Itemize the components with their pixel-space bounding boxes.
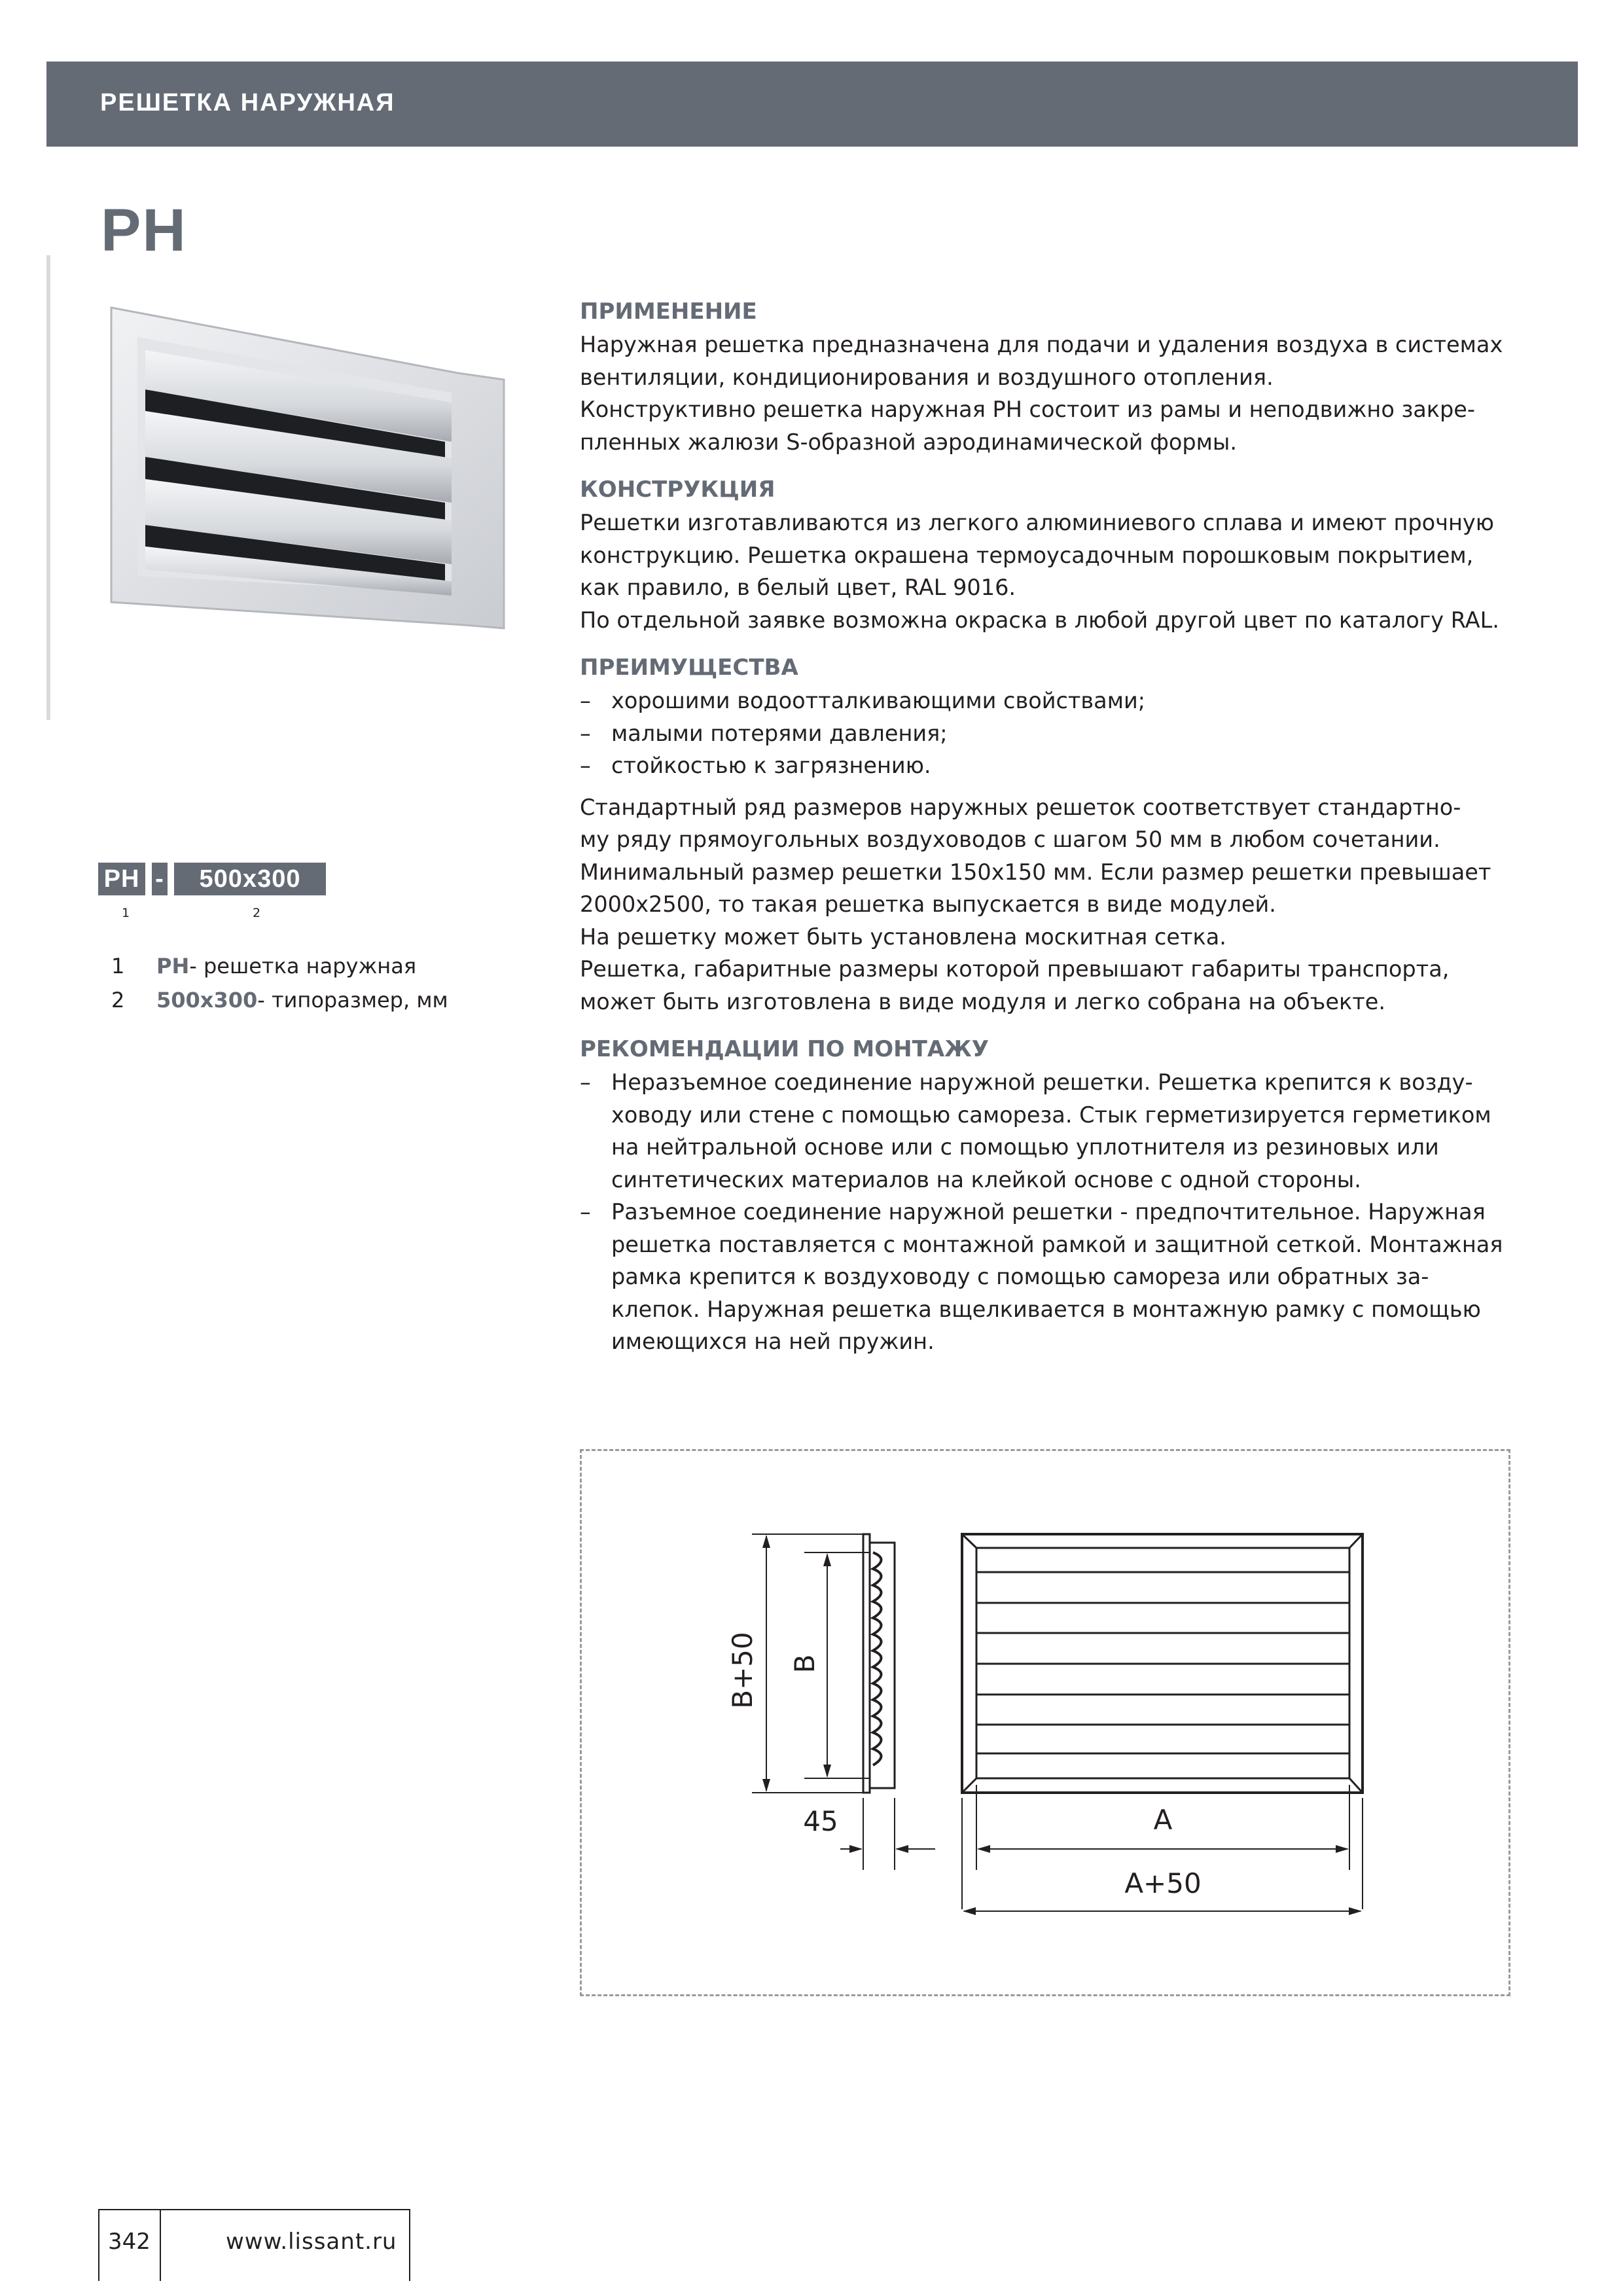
section-title-advantages: ПРЕИМУЩЕСТВА xyxy=(580,655,798,681)
designation-num-2: 2 xyxy=(253,906,261,920)
dim-label-b: B xyxy=(789,1654,821,1674)
legend-item xyxy=(111,983,448,1017)
section-title-mounting: РЕКОМЕНДАЦИИ ПО МОНТАЖУ xyxy=(580,1036,989,1062)
site-link[interactable]: www.lissant.ru xyxy=(226,2229,397,2255)
text-line: му ряду прямоугольных воздуховодов с шагом 50 мм в любом сочетании. xyxy=(580,827,1440,852)
text-line: конструкцию. Решетка окрашена термоусадочным порошковым покрытием, xyxy=(580,542,1474,568)
text-line: вентиляции, кондиционирования и воздушного отопления. xyxy=(580,364,1274,390)
footer-divider xyxy=(160,2209,161,2281)
list-item: – хорошими водоотталкивающими свойствами; xyxy=(580,688,1146,713)
designation-part-type: РН xyxy=(98,863,145,895)
header-title: РЕШЕТКА НАРУЖНАЯ xyxy=(100,89,395,117)
legend-key: 500x300 xyxy=(156,988,258,1013)
main-text xyxy=(580,295,1529,1358)
text-line: Минимальный размер решетки 150x150 мм. Если размер решетки превышает xyxy=(580,859,1491,885)
list-item: – стойкостью к загрязнению. xyxy=(580,753,931,778)
text-line: пленных жалюзи S-образной аэродинамической формы. xyxy=(580,429,1237,455)
text-line: как правило, в белый цвет, RAL 9016. xyxy=(580,575,1016,600)
dimension-drawing xyxy=(580,1449,1510,1996)
section-title-construction: КОНСТРУКЦИЯ xyxy=(580,476,776,503)
legend-num: 1 xyxy=(111,954,125,978)
text-line: Стандартный ряд размеров наружных решеток соответствует стандартно- xyxy=(580,794,1461,820)
legend-key: РН xyxy=(156,954,190,978)
designation-part-size: 500x300 xyxy=(174,863,326,895)
section-title-application: ПРИМЕНЕНИЕ xyxy=(580,298,757,325)
text-line: Конструктивно решетка наружная РН состоит из рамы и неподвижно закре- xyxy=(580,397,1476,422)
list-item: – Разъемное соединение наружной решетки - предпочтительное. Наружная решетка поставляется с монтажной рамкой и защитной сеткой. Монтажная рамка крепится к воздуховоду с помощью самореза или обратных за- клепок. Наружная решетка вщелкивается в монтажную рамку с помощью имеющихся на ней пружин. xyxy=(580,1199,1503,1354)
product-code: РН xyxy=(101,197,187,264)
text-line: может быть изготовлена в виде модуля и легко собрана на объекте. xyxy=(580,988,1385,1014)
footer-divider xyxy=(409,2209,410,2281)
dim-label-45: 45 xyxy=(803,1805,838,1837)
text-line: На решетку может быть установлена москитная сетка. xyxy=(580,924,1226,950)
designation-separator: - xyxy=(152,863,168,895)
legend-num: 2 xyxy=(111,988,125,1013)
grille-photo xyxy=(98,295,524,674)
dim-label-a: A xyxy=(1153,1804,1173,1836)
text-line: 2000x2500, то такая решетка выпускается в виде модулей. xyxy=(580,891,1276,917)
side-divider xyxy=(46,255,50,720)
text-line: Решетки изготавливаются из легкого алюминиевого сплава и имеют прочную xyxy=(580,510,1494,535)
list-item: – малыми потерями давления; xyxy=(580,720,948,746)
dim-label-a50: A+50 xyxy=(1124,1867,1202,1899)
legend-item xyxy=(111,949,448,983)
designation-code xyxy=(98,863,326,895)
legend-text: - типоразмер, мм xyxy=(257,988,448,1013)
designation-legend xyxy=(111,949,448,1017)
text-line: По отдельной заявке возможна окраска в любой другой цвет по каталогу RAL. xyxy=(580,607,1499,633)
page-number: 342 xyxy=(108,2229,151,2255)
list-item: – Неразъемное соединение наружной решетки. Решетка крепится к возду- ховоду или стене с помощью самореза. Стык герметизируется герметиком на нейтральной основе или с помощью уплотнителя из резиновых или синтетических материалов на клейкой основе с одной стороны. xyxy=(580,1069,1491,1193)
text-line: Наружная решетка предназначена для подачи и удаления воздуха в системах xyxy=(580,332,1503,357)
designation-num-1: 1 xyxy=(122,906,130,920)
legend-text: - решетка наружная xyxy=(189,954,417,978)
text-line: Решетка, габаритные размеры которой превышают габариты транспорта, xyxy=(580,956,1450,982)
footer-divider xyxy=(98,2209,99,2281)
dim-label-b50: B+50 xyxy=(726,1632,758,1709)
header-bar xyxy=(46,62,1578,147)
